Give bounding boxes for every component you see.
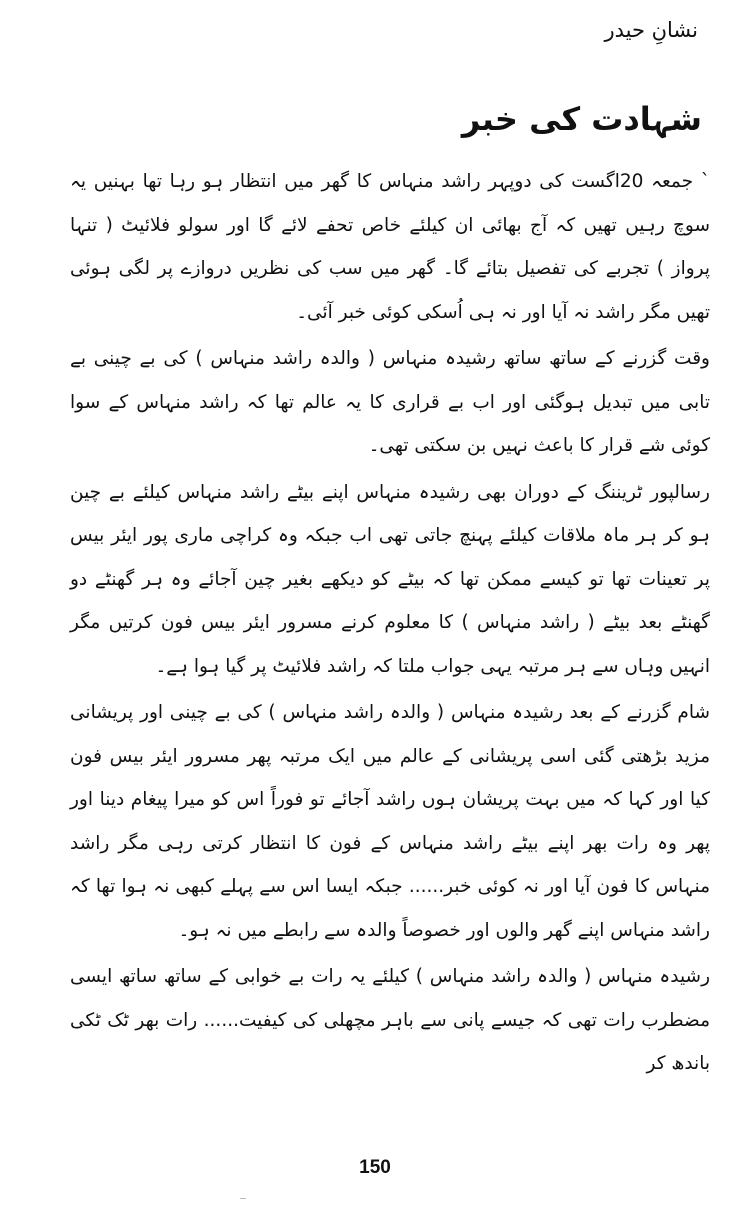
paragraph: رسالپور ٹریننگ کے دوران بھی رشیدہ منہاس اپنے بیٹے راشد منہاس کیلئے بے چین ہو کر ہر ماہ ملاقات کیلئے پہنچ جاتی تھی اب جبکہ وہ کراچی ماری پور ایئر بیس پر تعینات تھا تو کیسے ممکن تھا کہ بیٹے کو دیکھے بغیر چین آجائے وہ ہر گھنٹے دو گھنٹے بعد بیٹے ( راشد منہاس ) کا معلوم کرنے مسرور ایئر بیس فون کرتیں مگر انہیں وہاں سے ہر مرتبہ یہی جواب ملتا کہ راشد فلائیٹ پر گیا ہوا ہے۔ <box>70 481 710 677</box>
body-text <box>70 160 710 1086</box>
paragraph: ` جمعہ 20اگست کی دوپہر راشد منہاس کا گھر میں انتظار ہو رہا تھا بہنیں یہ سوچ رہیں تھیں کہ آج بھائی ان کیلئے خاص تحفے لائے گا اور سولو فلائیٹ ( تنہا پرواز ) تجربے کی تفصیل بتائے گا۔ گھر میں سب کی نظریں دروازے پر لگی ہوئی تھیں مگر راشد نہ آیا اور نہ ہی اُسکی کوئی خبر آئی۔ <box>70 171 710 323</box>
running-header: نشانِ حیدر <box>604 18 698 42</box>
paragraph: رشیدہ منہاس ( والدہ راشد منہاس ) کیلئے یہ رات بے خوابی کے ساتھ ساتھ ایسی مضطرب رات تھی کہ جیسے پانی سے باہر مچھلی کی کیفیت...... رات بھر ٹک ٹکی باندھ کر <box>70 966 710 1074</box>
paragraph: وقت گزرنے کے ساتھ ساتھ رشیدہ منہاس ( والدہ راشد منہاس ) کی بے چینی بے تابی میں تبدیل ہوگئی اور اب بے قراری کا یہ عالم تھا کہ راشد منہاس کے سوا کوئی شے قرار کا باعث نہیں بن سکتی تھی۔ <box>70 348 710 456</box>
paragraph: شام گزرنے کے بعد رشیدہ منہاس ( والدہ راشد منہاس ) کی بے چینی اور پریشانی مزید بڑھتی گئی اسی پریشانی کے عالم میں ایک مرتبہ پھر مسرور ایئر بیس فون کیا اور کہا کہ میں بہت پریشان ہوں راشد آجائے تو فوراً اس کو میرا پیغام دینا اور پھر وہ رات بھر اپنے بیٹے راشد منہاس کے فون کا انتظار کرتی رہی مگر راشد منہاس کا فون آیا اور نہ کوئی خبر...... جبکہ ایسا اس سے پہلے کبھی نہ ہوا تھا کہ راشد منہاس اپنے گھر والوں اور خصوصاً والدہ سے رابطے میں نہ ہو۔ <box>70 702 710 941</box>
scan-mark <box>240 1198 246 1199</box>
chapter-title: شہادت کی خبر <box>461 100 702 138</box>
page-number: 150 <box>359 1157 391 1178</box>
